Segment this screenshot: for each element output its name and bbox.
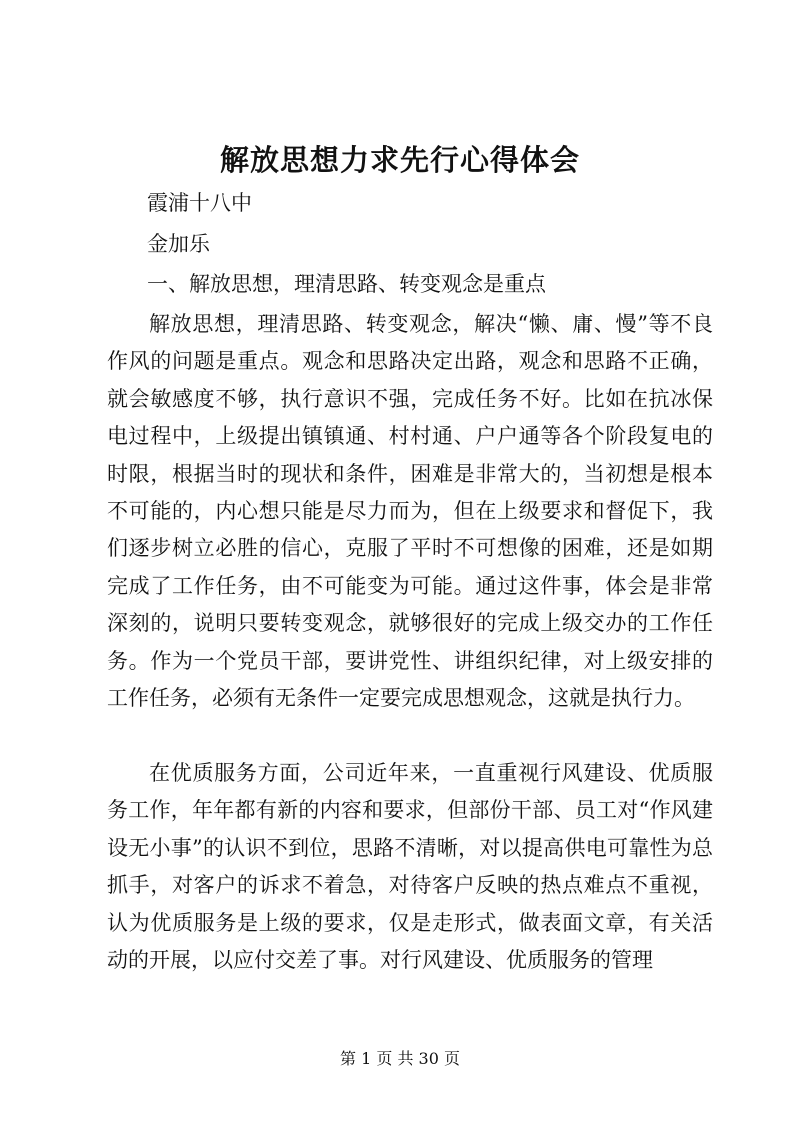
school-name: 霞浦十八中 (147, 191, 252, 215)
author-name: 金加乐 (147, 232, 210, 256)
body-paragraph: 解放思想，理清思路、转变观念，解决“懒、庸、慢”等不良作风的问题是重点。观念和思路决定出路，观念和思路不正确，就会敏感度不够，执行意识不强，完成任务不好。比如在抗冰保电过程中，上级提出镇镇通、村村通、户户通等各个阶段复电的时限，根据当时的现状和条件，困难是非常大的，当初想是根本不可能的，内心想只能是尽力而为，但在上级要求和督促下，我们逐步树立必胜的信心，克服了平时不可想像的困难，还是如期完成了工作任务，由不可能变为可能。通过这件事，体会是非常深刻的，说明只要转变观念，就够很好的完成上级交办的工作任务。作为一个党员干部，要讲党性、讲组织纪律，对上级安排的工作任务，必须有无条件一定要完成思想观念，这就是执行力。 (107, 312, 713, 711)
section-heading: 一、解放思想，理清思路、转变观念是重点 (147, 272, 546, 296)
document-title: 解放思想力求先行心得体会 (219, 143, 580, 177)
body-paragraph: 在优质服务方面，公司近年来，一直重视行风建设、优质服务工作，年年都有新的内容和要求，但部份干部、员工对“作风建设无小事”的认识不到位，思路不清晰，对以提高供电可靠性为总抓手，对客户的诉求不着急，对待客户反映的热点难点不重视，认为优质服务是上级的要求，仅是走形式，做表面文章，有关活动的开展，以应付交差了事。对行风建设、优质服务的管理 (107, 761, 713, 973)
page-number-footer: 第 1 页 共 30 页 (340, 1049, 460, 1068)
